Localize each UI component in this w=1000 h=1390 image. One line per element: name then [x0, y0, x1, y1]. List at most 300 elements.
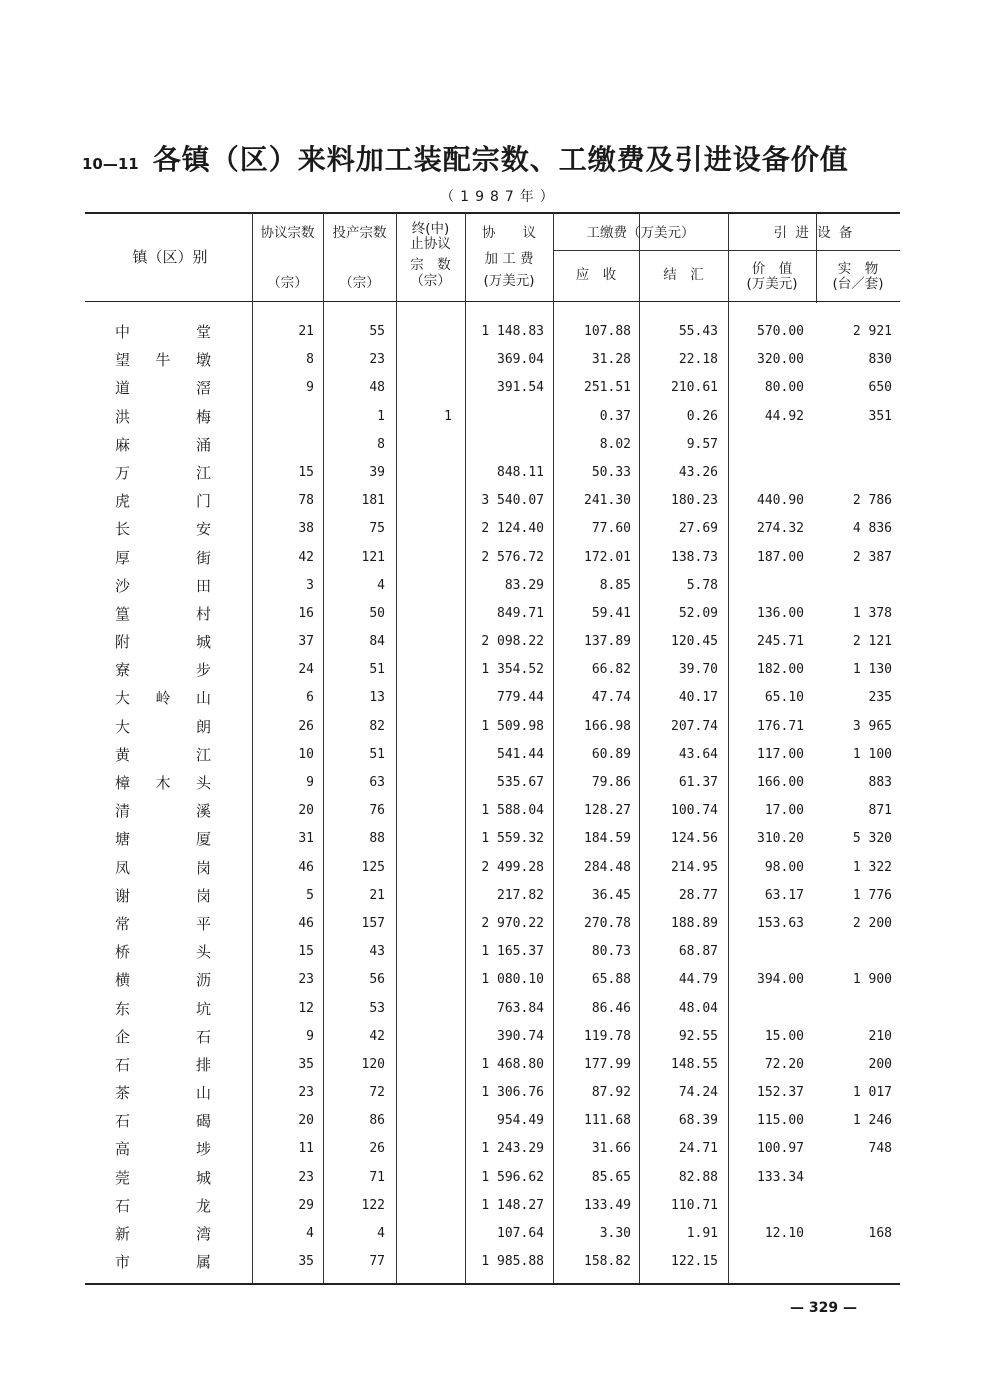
cell-labor-settled: 44.79	[678, 972, 718, 988]
title-line	[82, 138, 922, 182]
cell-operating-count: 4	[377, 577, 385, 593]
cell-equip-value: 153.63	[757, 915, 804, 931]
cell-labor-settled: 40.17	[678, 690, 718, 706]
table-row	[85, 346, 900, 374]
table-body	[85, 318, 900, 1276]
town-char: 大	[115, 717, 131, 736]
cell-labor-settled: 28.77	[678, 887, 718, 903]
town-char: 安	[195, 520, 211, 539]
cell-labor-receivable: 166.98	[584, 718, 631, 734]
table-row	[85, 459, 900, 487]
cell-equip-items: 830	[868, 352, 892, 368]
cell-equip-value: 394.00	[757, 972, 804, 988]
table-row	[85, 882, 900, 910]
cell-agreed-fee: 217.82	[497, 887, 544, 903]
cell-agreed-fee: 535.67	[497, 775, 544, 790]
cell-equip-items: 748	[868, 1141, 892, 1157]
cell-equip-value: 310.20	[757, 831, 804, 847]
table-top-rule	[85, 212, 900, 214]
cell-labor-settled: 27.69	[678, 521, 718, 537]
cell-town	[115, 628, 211, 656]
cell-town	[115, 769, 211, 797]
cell-operating-count: 63	[369, 775, 385, 790]
equip-group-rule	[728, 250, 900, 251]
town-char: 排	[195, 1055, 211, 1074]
cell-equip-value: 117.00	[757, 746, 804, 762]
cell-agreed-count: 26	[298, 718, 314, 734]
cell-operating-count: 120	[361, 1056, 385, 1072]
cell-labor-settled: 188.89	[671, 915, 718, 931]
town-char: 塘	[115, 830, 131, 849]
cell-labor-settled: 24.71	[678, 1141, 718, 1157]
cell-operating-count: 1	[377, 408, 385, 424]
cell-labor-settled: 138.73	[671, 549, 718, 565]
cell-labor-receivable: 86.46	[591, 1000, 631, 1016]
cell-labor-receivable: 172.01	[584, 549, 631, 565]
cell-town	[115, 515, 211, 543]
cell-operating-count: 77	[369, 1254, 385, 1270]
cell-labor-receivable: 107.88	[584, 324, 631, 339]
cell-agreed-count: 37	[298, 634, 314, 650]
cell-operating-count: 8	[377, 436, 385, 452]
cell-agreed-count: 16	[298, 605, 314, 621]
table-number: 10—11	[82, 155, 139, 173]
cell-agreed-count: 9	[306, 775, 314, 790]
header-equip-group: 引 进 设 备	[773, 225, 855, 241]
table-row	[85, 1164, 900, 1192]
cell-agreed-fee: 849.71	[497, 605, 544, 621]
town-char: 岗	[195, 858, 211, 877]
cell-town	[115, 318, 211, 346]
header-labor-receivable: 应 收	[575, 267, 617, 283]
cell-equip-items: 168	[868, 1226, 892, 1241]
cell-equip-value: 274.32	[757, 521, 804, 537]
cell-labor-receivable: 47.74	[591, 690, 631, 706]
table-bottom-rule	[85, 1283, 900, 1285]
cell-labor-settled: 92.55	[678, 1028, 718, 1044]
town-char: 沥	[195, 971, 211, 990]
town-char: 岭	[155, 689, 171, 708]
town-char: 厚	[115, 548, 131, 567]
cell-town	[115, 1164, 211, 1192]
town-char: 墩	[195, 351, 211, 370]
cell-labor-settled: 61.37	[678, 775, 718, 790]
cell-equip-value: 136.00	[757, 605, 804, 621]
town-char: 梅	[195, 407, 211, 426]
cell-agreed-fee: 369.04	[497, 352, 544, 368]
cell-agreed-count: 24	[298, 662, 314, 678]
town-char: 洪	[115, 407, 131, 426]
cell-equip-items: 1 378	[852, 605, 892, 621]
cell-operating-count: 82	[369, 718, 385, 734]
town-char: 涌	[195, 435, 211, 454]
cell-agreed-fee: 1 148.83	[481, 324, 544, 339]
town-char: 附	[115, 633, 131, 652]
cell-agreed-count: 11	[298, 1141, 314, 1157]
cell-labor-settled: 68.87	[678, 944, 718, 960]
table-row	[85, 628, 900, 656]
table-row	[85, 684, 900, 712]
town-char: 寮	[115, 661, 131, 680]
cell-agreed-fee: 2 098.22	[481, 634, 544, 650]
cell-equip-items: 1 322	[852, 859, 892, 875]
cell-labor-receivable: 79.86	[591, 775, 631, 790]
cell-town	[115, 1248, 211, 1276]
cell-agreed-fee: 390.74	[497, 1028, 544, 1044]
table-row	[85, 1079, 900, 1107]
cell-operating-count: 88	[369, 831, 385, 847]
town-char: 黄	[115, 745, 131, 764]
cell-labor-receivable: 59.41	[591, 605, 631, 621]
town-char: 山	[195, 1084, 211, 1103]
cell-town	[115, 854, 211, 882]
cell-town	[115, 1079, 211, 1107]
cell-equip-value: 98.00	[764, 859, 804, 875]
cell-equip-items: 650	[868, 380, 892, 396]
cell-equip-value: 187.00	[757, 549, 804, 565]
cell-agreed-fee: 1 148.27	[481, 1197, 544, 1213]
cell-agreed-count: 9	[306, 380, 314, 396]
header-operating-unit: （宗）	[339, 275, 380, 291]
town-char: 坑	[195, 999, 211, 1018]
town-char: 长	[115, 520, 131, 539]
cell-equip-items: 1 100	[852, 746, 892, 762]
cell-equip-items: 235	[868, 690, 892, 706]
town-char: 头	[195, 943, 211, 962]
cell-agreed-count: 20	[298, 1113, 314, 1129]
cell-equip-items: 871	[868, 803, 892, 819]
header-terminated-line2: 止协议	[410, 236, 451, 252]
table-row	[85, 966, 900, 994]
cell-agreed-fee: 1 080.10	[481, 972, 544, 988]
cell-agreed-fee: 1 468.80	[481, 1056, 544, 1072]
town-char: 凤	[115, 858, 131, 877]
cell-equip-items: 2 387	[852, 549, 892, 565]
cell-labor-receivable: 251.51	[584, 380, 631, 396]
cell-agreed-count: 31	[298, 831, 314, 847]
header-equip-items: 实 物	[837, 261, 879, 277]
table-row	[85, 431, 900, 459]
table-row	[85, 1135, 900, 1163]
cell-labor-receivable: 8.02	[599, 436, 631, 452]
cell-operating-count: 39	[369, 464, 385, 480]
town-char: 茶	[115, 1084, 131, 1103]
cell-labor-receivable: 270.78	[584, 915, 631, 931]
cell-labor-receivable: 0.37	[599, 408, 631, 424]
header-fee-unit: (万美元)	[483, 273, 535, 289]
cell-equip-items: 883	[868, 775, 892, 790]
cell-equip-items: 2 121	[852, 634, 892, 650]
header-equip-value: 价 值	[751, 261, 793, 277]
cell-agreed-fee: 2 970.22	[481, 915, 544, 931]
cell-equip-items: 2 200	[852, 915, 892, 931]
cell-agreed-fee: 954.49	[497, 1113, 544, 1129]
town-char: 平	[195, 914, 211, 933]
cell-equip-value: 63.17	[764, 887, 804, 903]
page-title: 各镇（区）来料加工装配宗数、工缴费及引进设备价值	[152, 143, 849, 176]
cell-equip-items: 1 130	[852, 662, 892, 678]
cell-labor-settled: 82.88	[678, 1169, 718, 1185]
cell-agreed-count: 21	[298, 324, 314, 339]
town-char: 石	[115, 1112, 131, 1131]
town-char: 埗	[195, 1140, 211, 1159]
cell-labor-settled: 43.64	[678, 746, 718, 762]
table-row	[85, 572, 900, 600]
table-row	[85, 374, 900, 402]
town-char: 横	[115, 971, 131, 990]
table-row	[85, 403, 900, 431]
town-char: 岗	[195, 886, 211, 905]
town-char: 谢	[115, 886, 131, 905]
cell-operating-count: 51	[369, 746, 385, 762]
cell-agreed-fee: 83.29	[504, 577, 544, 593]
cell-labor-receivable: 77.60	[591, 521, 631, 537]
cell-town	[115, 882, 211, 910]
cell-labor-settled: 22.18	[678, 352, 718, 368]
cell-labor-settled: 52.09	[678, 605, 718, 621]
town-char: 大	[115, 689, 131, 708]
cell-agreed-fee: 1 985.88	[481, 1254, 544, 1270]
town-char: 沙	[115, 576, 131, 595]
cell-agreed-count: 20	[298, 803, 314, 819]
cell-equip-items: 5 320	[852, 831, 892, 847]
header-equip-value-unit: (万美元)	[746, 276, 798, 292]
cell-equip-value: 115.00	[757, 1113, 804, 1129]
cell-labor-settled: 207.74	[671, 718, 718, 734]
town-char: 湾	[195, 1225, 211, 1243]
cell-operating-count: 125	[361, 859, 385, 875]
cell-agreed-count: 23	[298, 1169, 314, 1185]
cell-labor-settled: 214.95	[671, 859, 718, 875]
table-row	[85, 1107, 900, 1135]
cell-town	[115, 938, 211, 966]
town-char: 篁	[115, 604, 131, 623]
header-terminated-line1: 终(中)	[411, 221, 450, 237]
cell-agreed-count: 42	[298, 549, 314, 565]
cell-agreed-count: 12	[298, 1000, 314, 1016]
town-char: 麻	[115, 435, 131, 454]
cell-equip-items: 4 836	[852, 521, 892, 537]
table-row	[85, 910, 900, 938]
town-char: 莞	[115, 1168, 131, 1187]
cell-labor-settled: 124.56	[671, 831, 718, 847]
cell-agreed-fee: 391.54	[497, 380, 544, 396]
cell-town	[115, 1023, 211, 1051]
cell-equip-items: 1 246	[852, 1113, 892, 1129]
header-fee-line2: 加 工 费	[484, 251, 534, 267]
cell-labor-receivable: 284.48	[584, 859, 631, 875]
header-agreed-unit: （宗）	[267, 275, 308, 291]
cell-agreed-fee: 1 354.52	[481, 662, 544, 678]
cell-agreed-count: 9	[306, 1028, 314, 1044]
cell-operating-count: 21	[369, 887, 385, 903]
town-char: 街	[195, 548, 211, 567]
table-row	[85, 1192, 900, 1220]
cell-operating-count: 43	[369, 944, 385, 960]
cell-labor-settled: 110.71	[671, 1197, 718, 1213]
table-row	[85, 600, 900, 628]
cell-agreed-fee: 107.64	[497, 1226, 544, 1241]
town-char: 村	[195, 604, 211, 623]
labor-group-rule	[553, 250, 728, 251]
cell-equip-items: 1 776	[852, 887, 892, 903]
cell-equip-value: 166.00	[757, 775, 804, 790]
cell-operating-count: 75	[369, 521, 385, 537]
cell-labor-settled: 9.57	[686, 436, 718, 452]
cell-labor-settled: 0.26	[686, 408, 718, 424]
cell-operating-count: 181	[361, 493, 385, 509]
town-char: 城	[195, 633, 211, 652]
town-char: 朗	[195, 717, 211, 736]
town-char: 木	[155, 774, 171, 792]
cell-town	[115, 431, 211, 459]
table-row	[85, 1220, 900, 1248]
cell-equip-value: 100.97	[757, 1141, 804, 1157]
cell-operating-count: 42	[369, 1028, 385, 1044]
cell-town	[115, 572, 211, 600]
cell-equip-value: 320.00	[757, 352, 804, 368]
cell-agreed-count: 3	[306, 577, 314, 593]
table-row	[85, 938, 900, 966]
town-char: 石	[195, 1027, 211, 1046]
cell-agreed-count: 23	[298, 972, 314, 988]
cell-labor-settled: 43.26	[678, 464, 718, 480]
header-labor-settled: 结 汇	[663, 267, 704, 283]
table-row	[85, 769, 900, 797]
cell-labor-receivable: 137.89	[584, 634, 631, 650]
cell-labor-receivable: 8.85	[599, 577, 631, 593]
cell-labor-settled: 5.78	[686, 577, 718, 593]
cell-labor-settled: 122.15	[671, 1254, 718, 1270]
cell-equip-value: 80.00	[764, 380, 804, 396]
cell-town	[115, 1051, 211, 1079]
header-bottom-rule	[85, 301, 900, 302]
cell-operating-count: 53	[369, 1000, 385, 1016]
cell-labor-receivable: 158.82	[584, 1254, 631, 1270]
town-char: 东	[115, 999, 131, 1018]
cell-town	[115, 995, 211, 1023]
table-row	[85, 656, 900, 684]
town-char: 山	[195, 689, 211, 708]
town-char: 高	[115, 1140, 131, 1159]
cell-agreed-fee: 763.84	[497, 1000, 544, 1016]
town-char: 厦	[195, 830, 211, 849]
cell-agreed-fee: 1 165.37	[481, 944, 544, 960]
cell-equip-items: 351	[868, 408, 892, 424]
cell-agreed-fee: 848.11	[497, 464, 544, 480]
cell-operating-count: 26	[369, 1141, 385, 1157]
header-agreed-count: 协议宗数	[260, 225, 315, 241]
cell-equip-value: 44.92	[764, 408, 804, 424]
town-char: 龙	[195, 1196, 211, 1215]
year-subtitle: （1987年）	[440, 189, 560, 205]
cell-town	[115, 713, 211, 741]
table-row	[85, 797, 900, 825]
cell-agreed-fee: 779.44	[497, 690, 544, 706]
cell-operating-count: 71	[369, 1169, 385, 1185]
table-row	[85, 825, 900, 853]
town-char: 碣	[195, 1112, 211, 1131]
cell-equip-value: 17.00	[764, 803, 804, 819]
table-row	[85, 995, 900, 1023]
cell-equip-items: 3 965	[852, 718, 892, 734]
town-char: 堂	[195, 323, 211, 341]
cell-equip-value: 245.71	[757, 634, 804, 650]
cell-town	[115, 374, 211, 402]
cell-equip-value: 440.90	[757, 493, 804, 509]
cell-equip-value: 15.00	[764, 1028, 804, 1044]
header-equip-items-unit: (台／套)	[832, 276, 884, 292]
cell-agreed-count: 23	[298, 1085, 314, 1101]
cell-agreed-count: 15	[298, 944, 314, 960]
header-town: 镇（区）别	[132, 248, 208, 266]
cell-agreed-fee: 1 306.76	[481, 1085, 544, 1101]
town-char: 属	[195, 1253, 211, 1272]
town-char: 清	[115, 802, 131, 821]
town-char: 新	[115, 1225, 131, 1243]
cell-agreed-fee: 1 588.04	[481, 803, 544, 819]
cell-agreed-count: 35	[298, 1254, 314, 1270]
cell-labor-settled: 120.45	[671, 634, 718, 650]
cell-agreed-fee: 1 509.98	[481, 718, 544, 734]
table-row	[85, 1051, 900, 1079]
cell-agreed-count: 38	[298, 521, 314, 537]
cell-town	[115, 910, 211, 938]
cell-agreed-count: 78	[298, 493, 314, 509]
town-char: 望	[115, 351, 131, 370]
cell-agreed-fee: 1 596.62	[481, 1169, 544, 1185]
cell-agreed-fee: 541.44	[497, 746, 544, 762]
cell-operating-count: 76	[369, 803, 385, 819]
cell-operating-count: 86	[369, 1113, 385, 1129]
cell-labor-receivable: 31.66	[591, 1141, 631, 1157]
cell-town	[115, 403, 211, 431]
header-fee-line1: 协 议	[482, 225, 536, 241]
table-row	[85, 544, 900, 572]
town-char: 江	[195, 463, 211, 482]
town-char: 中	[115, 323, 131, 341]
cell-agreed-fee: 2 124.40	[481, 521, 544, 537]
cell-labor-receivable: 65.88	[591, 972, 631, 988]
cell-operating-count: 13	[369, 690, 385, 706]
cell-equip-items: 2 921	[852, 324, 892, 339]
cell-agreed-count: 15	[298, 464, 314, 480]
table-row	[85, 515, 900, 543]
cell-labor-receivable: 133.49	[584, 1197, 631, 1213]
cell-town	[115, 1135, 211, 1163]
cell-labor-receivable: 119.78	[584, 1028, 631, 1044]
cell-agreed-count: 46	[298, 915, 314, 931]
cell-labor-receivable: 85.65	[591, 1169, 631, 1185]
cell-town	[115, 1107, 211, 1135]
header-terminated-unit: （宗）	[410, 273, 451, 289]
table-row	[85, 713, 900, 741]
cell-operating-count: 72	[369, 1085, 385, 1101]
cell-labor-receivable: 31.28	[591, 352, 631, 368]
cell-labor-receivable: 80.73	[591, 944, 631, 960]
cell-town	[115, 966, 211, 994]
cell-operating-count: 157	[361, 915, 385, 931]
cell-agreed-fee: 2 499.28	[481, 859, 544, 875]
town-char: 门	[195, 492, 211, 511]
table-row	[85, 487, 900, 515]
town-char: 石	[115, 1055, 131, 1074]
cell-agreed-count: 46	[298, 859, 314, 875]
cell-labor-receivable: 177.99	[584, 1056, 631, 1072]
header-operating-count: 投产宗数	[332, 225, 387, 241]
town-char: 樟	[115, 774, 131, 792]
cell-labor-settled: 100.74	[671, 803, 718, 819]
